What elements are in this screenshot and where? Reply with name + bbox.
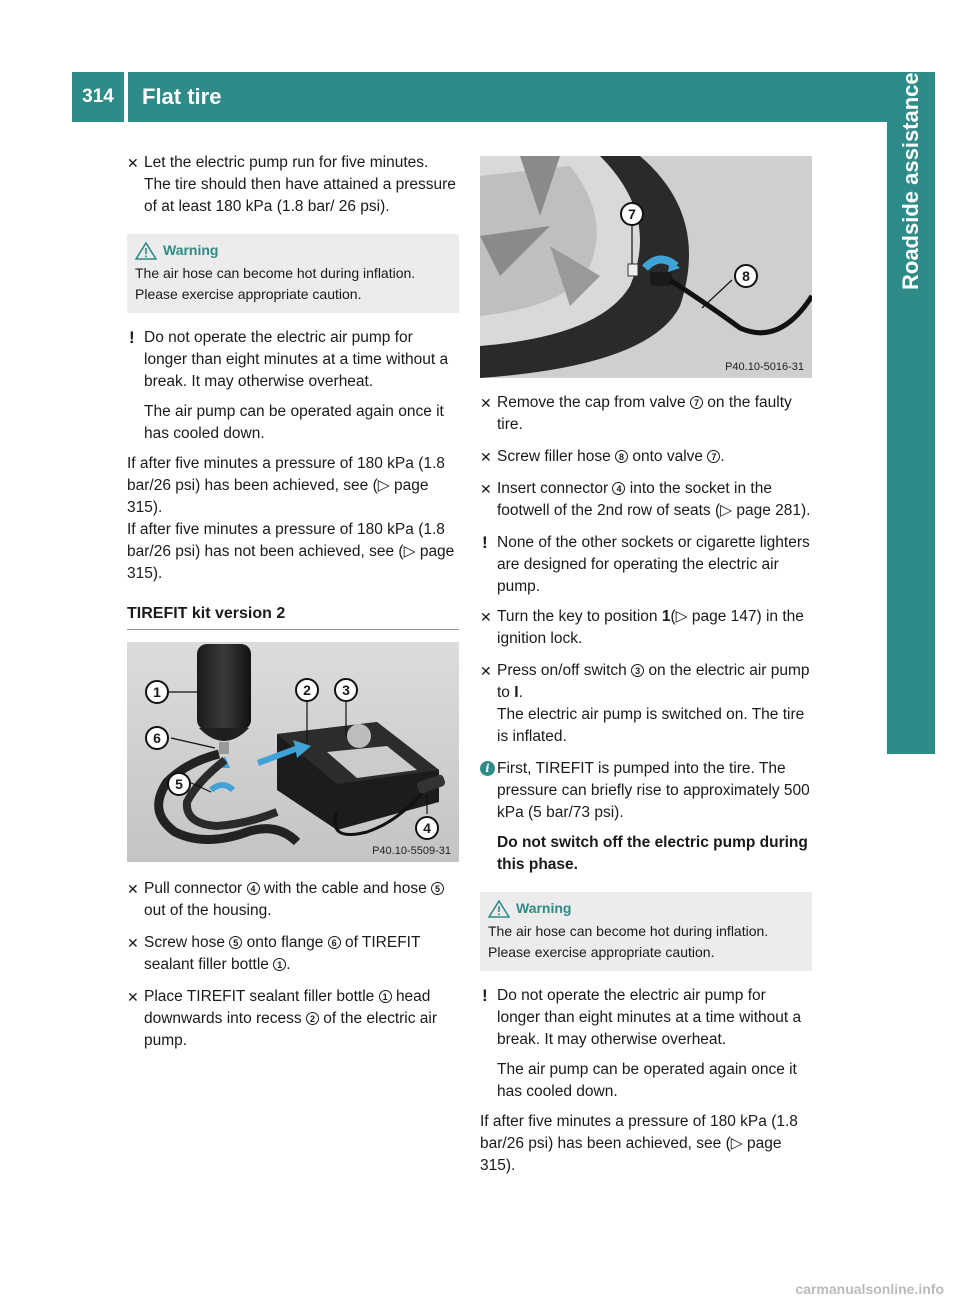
step-marker-icon: ✕ [480,663,492,679]
instruction-step [480,606,812,650]
warning-title [488,898,804,919]
note-text: First, TIREFIT is pumped into the tire. The pressure can briefly rise to approximately 500 kPa (5 bar/73 psi). [497,760,810,821]
exclamation-icon: ! [482,986,488,1005]
figure-code: P40.10-5016-31 [725,361,804,373]
step-text: Press on/off switch [497,662,627,679]
page-title: Flat tire [128,72,887,122]
step-marker-icon: ✕ [127,155,139,171]
tire-valve-illustration [480,156,812,378]
note-text: Do not operate the electric air pump for longer than eight minutes at a time without a break. It may otherwise overheat. [144,329,449,390]
warning-triangle-icon [135,242,157,260]
warning-body: The air hose can become hot during inflation. Please exercise appropriate caution. [135,265,416,302]
callout-5: 5 [167,772,191,796]
warning-body: The air hose can become hot during inflation. Please exercise appropriate caution. [488,923,769,960]
step-marker-icon: ✕ [480,609,492,625]
callout-4: 4 [415,816,439,840]
step-marker-icon: ✕ [480,449,492,465]
section-side-tab [887,72,935,754]
step-text: on the electric air pump to [497,662,810,701]
step-text: with the cable and hose [263,880,427,897]
step-text: Insert connector [497,480,609,497]
reference-marker: 6 [328,936,341,949]
step-marker-icon: ✕ [480,481,492,497]
warning-box [480,892,812,971]
step-text: onto valve [632,448,704,465]
step-result: The electric air pump is switched on. The tire is inflated. [497,706,805,745]
step-text: Turn the key to position [497,608,658,625]
info-note [480,758,812,876]
warning-title-text: Warning [163,242,219,258]
caution-note [480,532,812,598]
section-heading: TIREFIT kit version 2 [127,603,459,630]
instruction-step [127,932,459,976]
note-text: Do not operate the electric air pump for longer than eight minutes at a time without a break. It may otherwise overheat. [497,987,802,1048]
warning-title [135,240,451,261]
note-text: The air pump can be operated again once it has cooled down. [497,1061,797,1100]
callout-3: 3 [334,678,358,702]
key-position: 1 [661,608,671,625]
step-text: of TIREFIT sealant filler bottle [144,934,421,973]
caution-note [127,327,459,445]
step-marker-icon: ✕ [480,395,492,411]
step-text: . [518,684,523,701]
note-text: The air pump can be operated again once it has cooled down. [144,403,444,442]
watermark: carmanualsonline.info [795,1281,944,1297]
instruction-step [127,878,459,922]
reference-marker: 2 [306,1012,319,1025]
step-marker-icon: ✕ [127,989,139,1005]
reference-marker: 5 [431,882,444,895]
paragraph: If after five minutes a pressure of 180 kPa (1.8 bar/26 psi) has been achieved, see (▷ page 315). [127,455,445,516]
callout-7: 7 [620,202,644,226]
info-icon: i [480,761,495,776]
callout-8: 8 [734,264,758,288]
exclamation-icon: ! [482,533,488,552]
step-text: Screw hose [144,934,225,951]
reference-marker: 7 [707,450,720,463]
warning-title-text: Warning [516,900,572,916]
step-text: Screw filler hose [497,448,611,465]
step-text: of the electric air pump. [144,1010,438,1049]
reference-marker: 1 [379,990,392,1003]
left-column [127,152,459,1062]
right-column [480,152,812,1177]
instruction-step [480,446,812,468]
paragraph: If after five minutes a pressure of 180 kPa (1.8 bar/26 psi) has not been achieved, see (▷ page 315). [127,521,455,582]
switch-position: I [514,684,519,701]
callout-2: 2 [295,678,319,702]
step-text: onto flange [246,934,324,951]
callout-6: 6 [145,726,169,750]
page-number: 314 [72,72,124,122]
side-tab-label: Roadside assistance [898,72,923,290]
warning-box [127,234,459,313]
tirefit-kit-figure [127,642,459,862]
reference-marker: 4 [612,482,625,495]
step-text: Remove the cap from valve [497,394,686,411]
callout-1: 1 [145,680,169,704]
reference-marker: 7 [690,396,703,409]
step-text: Let the electric pump run for five minutes. The tire should then have attained a pressure of at least 180 kPa (1.8 bar/ 26 psi). [144,154,456,215]
step-text: Place TIREFIT sealant filler bottle [144,988,375,1005]
step-text: . [720,448,725,465]
instruction-step [480,478,812,522]
tirefit-kit-illustration [127,642,459,862]
reference-marker: 5 [229,936,242,949]
note-text: Do not switch off the electric pump during this phase. [497,834,808,873]
exclamation-icon: ! [129,328,135,347]
step-marker-icon: ✕ [127,935,139,951]
step-text: head downwards into recess [144,988,431,1027]
footer [0,1278,960,1301]
reference-marker: 3 [631,664,644,677]
step-text: (▷ page 147) in the ignition lock. [497,608,804,647]
step-text: Pull connector [144,880,243,897]
reference-marker: 4 [247,882,260,895]
step-text: on the faulty tire. [497,394,792,433]
warning-triangle-icon [488,900,510,918]
figure-code: P40.10-5509-31 [372,845,451,857]
instruction-step [127,152,459,218]
instruction-step [127,986,459,1052]
reference-marker: 1 [273,958,286,971]
note-text: None of the other sockets or cigarette lighters are designed for operating the electric air pump. [497,534,810,595]
step-text: out of the housing. [144,902,272,919]
step-text: into the socket in the footwell of the 2nd row of seats (▷ page 281). [497,480,811,519]
step-marker-icon: ✕ [127,881,139,897]
caution-note [480,985,812,1103]
paragraph: If after five minutes a pressure of 180 kPa (1.8 bar/26 psi) has been achieved, see (▷ page 315). [480,1113,798,1174]
step-text: . [286,956,291,973]
instruction-step [480,392,812,436]
reference-marker: 8 [615,450,628,463]
instruction-step [480,660,812,748]
valve-figure [480,156,812,378]
